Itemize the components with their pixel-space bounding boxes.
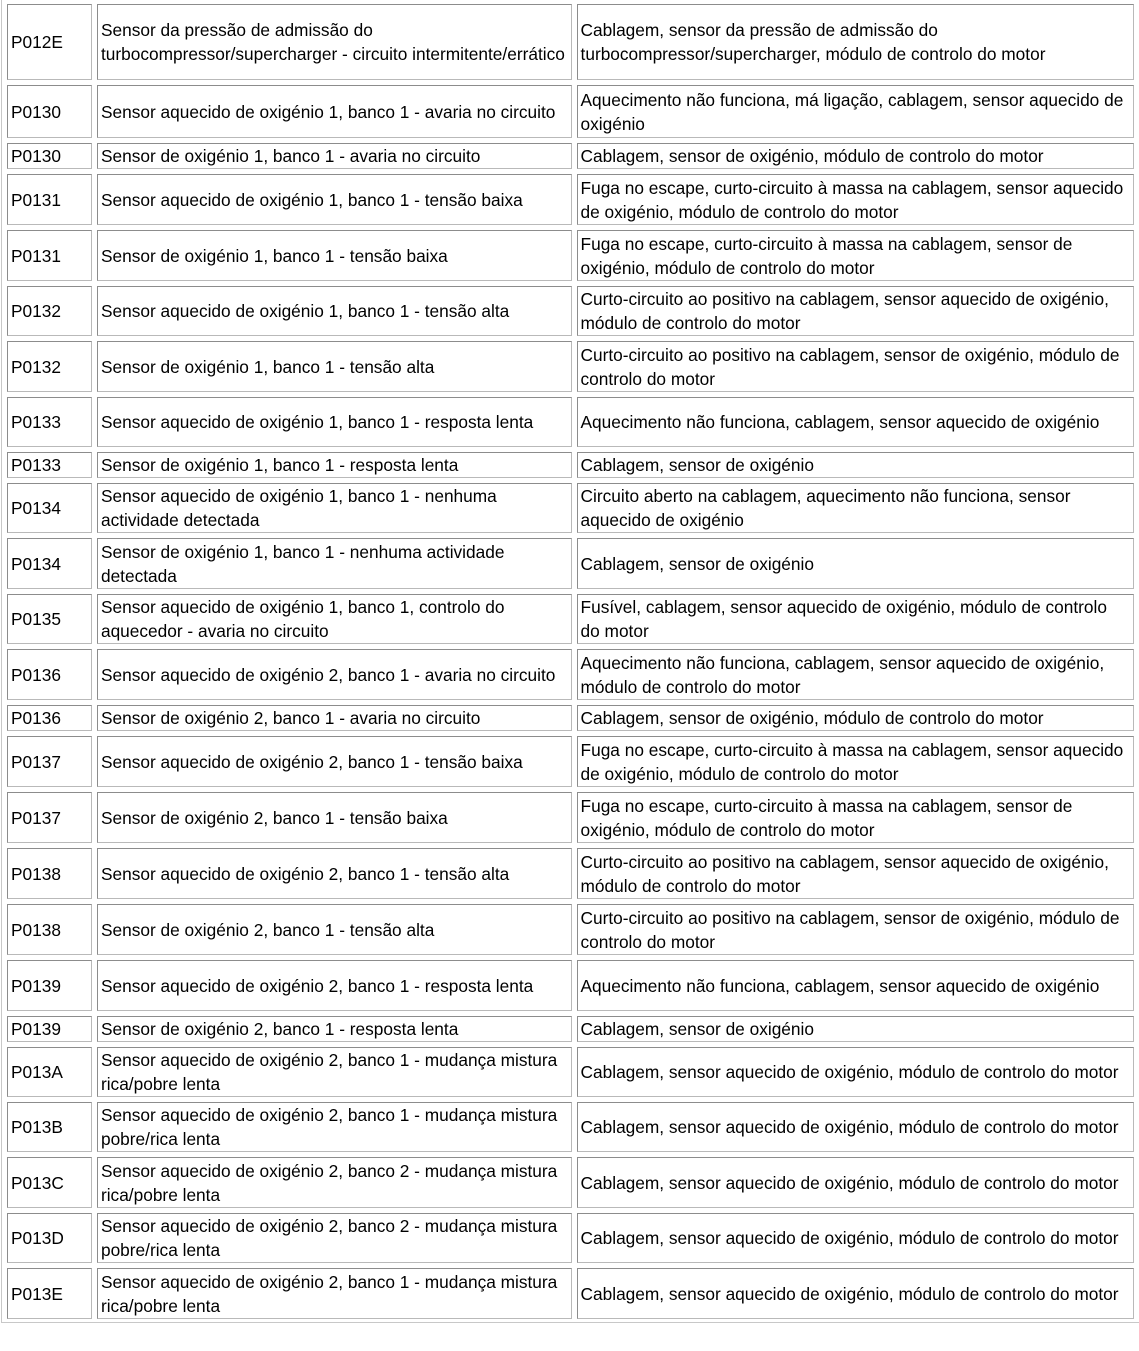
dtc-causes-cell: Cablagem, sensor de oxigénio [577,452,1134,478]
dtc-causes-cell: Cablagem, sensor da pressão de admissão do turbocompressor/supercharger, módulo de controlo do motor [577,4,1134,80]
dtc-causes-cell: Aquecimento não funciona, cablagem, sensor aquecido de oxigénio [577,397,1134,447]
dtc-code-cell: P013A [7,1047,92,1097]
table-row [7,341,1134,392]
dtc-causes-cell: Cablagem, sensor aquecido de oxigénio, módulo de controlo do motor [577,1157,1134,1208]
dtc-causes-cell: Cablagem, sensor de oxigénio, módulo de controlo do motor [577,705,1134,731]
table-row [7,286,1134,336]
dtc-description-cell: Sensor de oxigénio 1, banco 1 - tensão baixa [97,230,572,281]
table-row [7,904,1134,955]
table-row [7,85,1134,138]
dtc-description-cell: Sensor aquecido de oxigénio 2, banco 1 - tensão baixa [97,736,572,787]
table-row [7,174,1134,225]
dtc-causes-cell: Cablagem, sensor aquecido de oxigénio, módulo de controlo do motor [577,1102,1134,1152]
dtc-description-cell: Sensor aquecido de oxigénio 1, banco 1 - avaria no circuito [97,85,572,138]
dtc-code-cell: P0133 [7,397,92,447]
dtc-code-cell: P012E [7,4,92,80]
table-row [7,960,1134,1011]
dtc-code-cell: P0130 [7,85,92,138]
dtc-code-cell: P013D [7,1213,92,1263]
table-row [7,1102,1134,1152]
dtc-description-cell: Sensor aquecido de oxigénio 1, banco 1 - tensão baixa [97,174,572,225]
dtc-description-cell: Sensor aquecido de oxigénio 1, banco 1 - nenhuma actividade detectada [97,483,572,533]
dtc-code-cell: P0135 [7,594,92,644]
table-row [7,483,1134,533]
table-row [7,1213,1134,1263]
dtc-description-cell: Sensor de oxigénio 1, banco 1 - tensão alta [97,341,572,392]
dtc-description-cell: Sensor de oxigénio 2, banco 1 - resposta lenta [97,1016,572,1042]
dtc-description-cell: Sensor aquecido de oxigénio 2, banco 2 - mudança mistura pobre/rica lenta [97,1213,572,1263]
dtc-table [2,0,1139,1324]
dtc-causes-cell: Curto-circuito ao positivo na cablagem, sensor de oxigénio, módulo de controlo do motor [577,341,1134,392]
table-row [7,538,1134,589]
dtc-description-cell: Sensor de oxigénio 2, banco 1 - tensão baixa [97,792,572,843]
dtc-description-cell: Sensor aquecido de oxigénio 1, banco 1 - resposta lenta [97,397,572,447]
dtc-description-cell: Sensor aquecido de oxigénio 2, banco 1 - mudança mistura pobre/rica lenta [97,1102,572,1152]
dtc-table-body [7,4,1134,1319]
dtc-description-cell: Sensor aquecido de oxigénio 2, banco 2 - mudança mistura rica/pobre lenta [97,1157,572,1208]
table-row [7,230,1134,281]
table-row [7,1157,1134,1208]
dtc-code-cell: P0139 [7,960,92,1011]
dtc-code-cell: P0132 [7,286,92,336]
dtc-description-cell: Sensor de oxigénio 1, banco 1 - avaria no circuito [97,143,572,169]
dtc-causes-cell: Cablagem, sensor de oxigénio [577,1016,1134,1042]
dtc-code-cell: P0131 [7,174,92,225]
dtc-description-cell: Sensor aquecido de oxigénio 1, banco 1, controlo do aquecedor - avaria no circuito [97,594,572,644]
dtc-causes-cell: Aquecimento não funciona, cablagem, sensor aquecido de oxigénio, módulo de controlo do motor [577,649,1134,700]
dtc-description-cell: Sensor de oxigénio 1, banco 1 - resposta lenta [97,452,572,478]
dtc-causes-cell: Cablagem, sensor de oxigénio, módulo de controlo do motor [577,143,1134,169]
table-row [7,736,1134,787]
table-row [7,792,1134,843]
dtc-code-cell: P0130 [7,143,92,169]
dtc-code-cell: P0139 [7,1016,92,1042]
dtc-code-cell: P0137 [7,736,92,787]
dtc-causes-cell: Aquecimento não funciona, má ligação, cablagem, sensor aquecido de oxigénio [577,85,1134,138]
dtc-code-cell: P0134 [7,538,92,589]
dtc-causes-cell: Fuga no escape, curto-circuito à massa na cablagem, sensor de oxigénio, módulo de controlo do motor [577,792,1134,843]
dtc-description-cell: Sensor de oxigénio 2, banco 1 - tensão alta [97,904,572,955]
dtc-code-cell: P0136 [7,649,92,700]
table-row [7,452,1134,478]
table-row [7,1016,1134,1042]
dtc-description-cell: Sensor aquecido de oxigénio 2, banco 1 - mudança mistura rica/pobre lenta [97,1268,572,1319]
dtc-code-cell: P0136 [7,705,92,731]
dtc-causes-cell: Curto-circuito ao positivo na cablagem, sensor aquecido de oxigénio, módulo de controlo do motor [577,286,1134,336]
dtc-description-cell: Sensor da pressão de admissão do turbocompressor/supercharger - circuito intermitente/errático [97,4,572,80]
dtc-causes-cell: Fusível, cablagem, sensor aquecido de oxigénio, módulo de controlo do motor [577,594,1134,644]
table-row [7,649,1134,700]
dtc-code-cell: P0133 [7,452,92,478]
dtc-causes-cell: Cablagem, sensor de oxigénio [577,538,1134,589]
dtc-description-cell: Sensor aquecido de oxigénio 2, banco 1 - avaria no circuito [97,649,572,700]
dtc-code-cell: P0138 [7,904,92,955]
dtc-causes-cell: Fuga no escape, curto-circuito à massa na cablagem, sensor aquecido de oxigénio, módulo de controlo do motor [577,174,1134,225]
dtc-code-cell: P0134 [7,483,92,533]
dtc-description-cell: Sensor aquecido de oxigénio 1, banco 1 - tensão alta [97,286,572,336]
dtc-code-cell: P0137 [7,792,92,843]
dtc-causes-cell: Fuga no escape, curto-circuito à massa na cablagem, sensor de oxigénio, módulo de controlo do motor [577,230,1134,281]
table-row [7,397,1134,447]
table-row [7,848,1134,899]
dtc-causes-cell: Curto-circuito ao positivo na cablagem, sensor de oxigénio, módulo de controlo do motor [577,904,1134,955]
dtc-table-container [1,0,1139,1323]
dtc-description-cell: Sensor de oxigénio 1, banco 1 - nenhuma actividade detectada [97,538,572,589]
dtc-causes-cell: Cablagem, sensor aquecido de oxigénio, módulo de controlo do motor [577,1213,1134,1263]
dtc-code-cell: P0138 [7,848,92,899]
dtc-code-cell: P0131 [7,230,92,281]
table-row [7,1047,1134,1097]
table-row [7,705,1134,731]
table-row [7,143,1134,169]
dtc-causes-cell: Cablagem, sensor aquecido de oxigénio, módulo de controlo do motor [577,1047,1134,1097]
dtc-description-cell: Sensor aquecido de oxigénio 2, banco 1 - tensão alta [97,848,572,899]
dtc-code-cell: P0132 [7,341,92,392]
dtc-causes-cell: Aquecimento não funciona, cablagem, sensor aquecido de oxigénio [577,960,1134,1011]
dtc-code-cell: P013E [7,1268,92,1319]
table-row [7,4,1134,80]
dtc-causes-cell: Curto-circuito ao positivo na cablagem, sensor aquecido de oxigénio, módulo de controlo do motor [577,848,1134,899]
dtc-description-cell: Sensor de oxigénio 2, banco 1 - avaria no circuito [97,705,572,731]
dtc-code-cell: P013C [7,1157,92,1208]
dtc-causes-cell: Cablagem, sensor aquecido de oxigénio, módulo de controlo do motor [577,1268,1134,1319]
dtc-description-cell: Sensor aquecido de oxigénio 2, banco 1 - resposta lenta [97,960,572,1011]
dtc-causes-cell: Circuito aberto na cablagem, aquecimento não funciona, sensor aquecido de oxigénio [577,483,1134,533]
dtc-causes-cell: Fuga no escape, curto-circuito à massa na cablagem, sensor aquecido de oxigénio, módulo de controlo do motor [577,736,1134,787]
table-row [7,594,1134,644]
dtc-description-cell: Sensor aquecido de oxigénio 2, banco 1 - mudança mistura rica/pobre lenta [97,1047,572,1097]
table-row [7,1268,1134,1319]
dtc-code-cell: P013B [7,1102,92,1152]
